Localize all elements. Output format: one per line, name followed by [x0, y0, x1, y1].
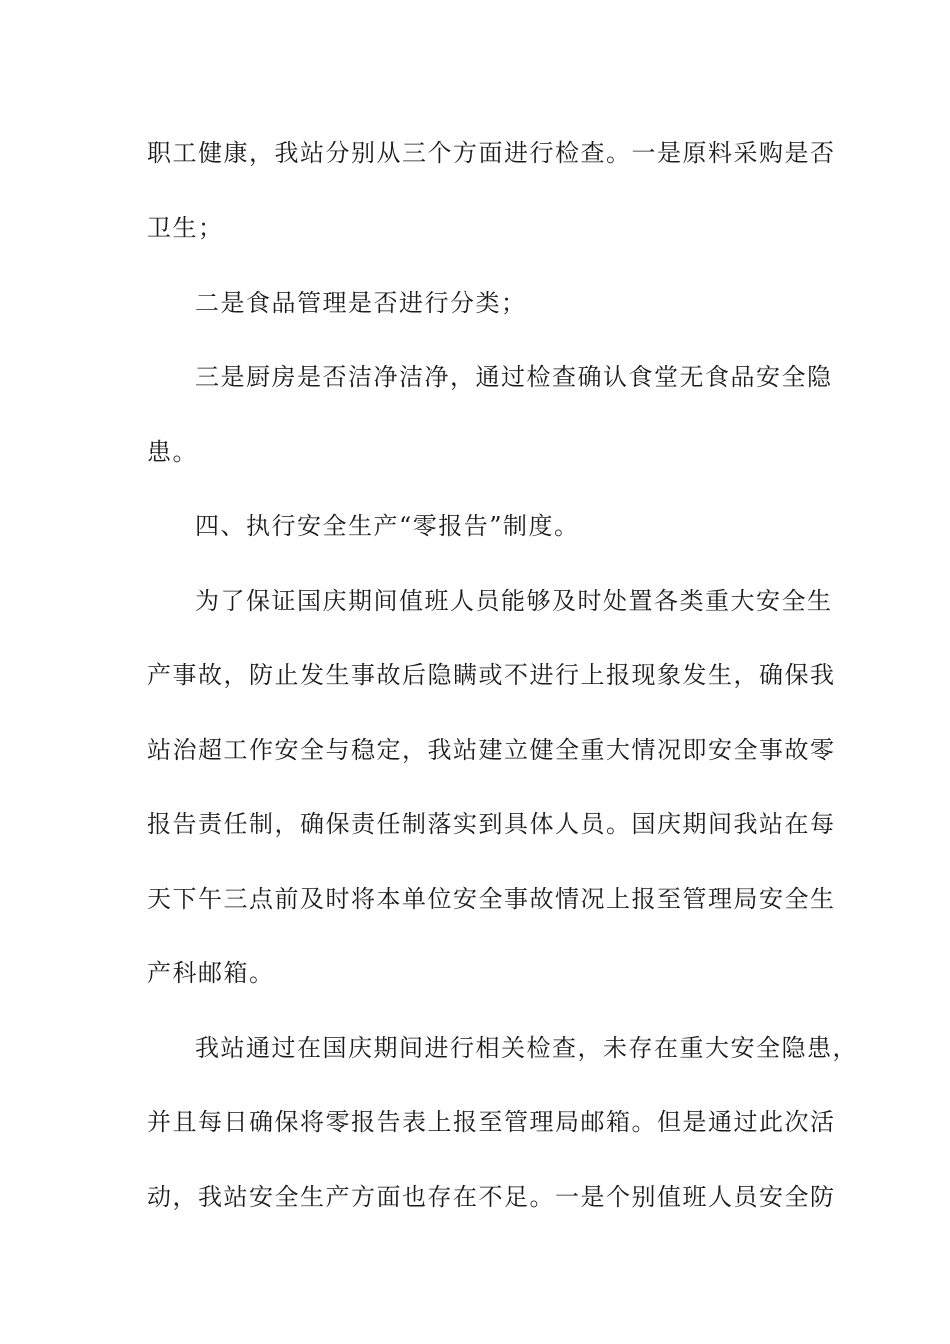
text-line: 天下午三点前及时将本单位安全事故情况上报至管理局安全生	[147, 885, 836, 913]
text-line: 并且每日确保将零报告表上报至管理局邮箱。但是通过此次活	[147, 1108, 836, 1136]
text-line: 职工健康，我站分别从三个方面进行检查。一是原料采购是否	[147, 139, 836, 167]
text-line: 报告责任制，确保责任制落实到具体人员。国庆期间我站在每	[147, 810, 836, 838]
text-line: 动，我站安全生产方面也存在不足。一是个别值班人员安全防	[147, 1183, 836, 1211]
text-line: 卫生；	[147, 214, 224, 242]
text-line: 产事故，防止发生事故后隐瞒或不进行上报现象发生，确保我	[147, 661, 836, 689]
text-line: 我站通过在国庆期间进行相关检查，未存在重大安全隐患，	[195, 1034, 858, 1062]
text-line: 三是厨房是否洁净洁净，通过检查确认食堂无食品安全隐	[195, 363, 833, 391]
text-line: 为了保证国庆期间值班人员能够及时处置各类重大安全生	[195, 587, 833, 615]
text-line: 产科邮箱。	[147, 959, 275, 987]
section-heading: 四、执行安全生产“零报告”制度。	[195, 512, 580, 540]
text-line: 二是食品管理是否进行分类；	[195, 289, 527, 317]
text-line: 患。	[147, 438, 198, 466]
text-line: 站治超工作安全与稳定，我站建立健全重大情况即安全事故零	[147, 736, 836, 764]
